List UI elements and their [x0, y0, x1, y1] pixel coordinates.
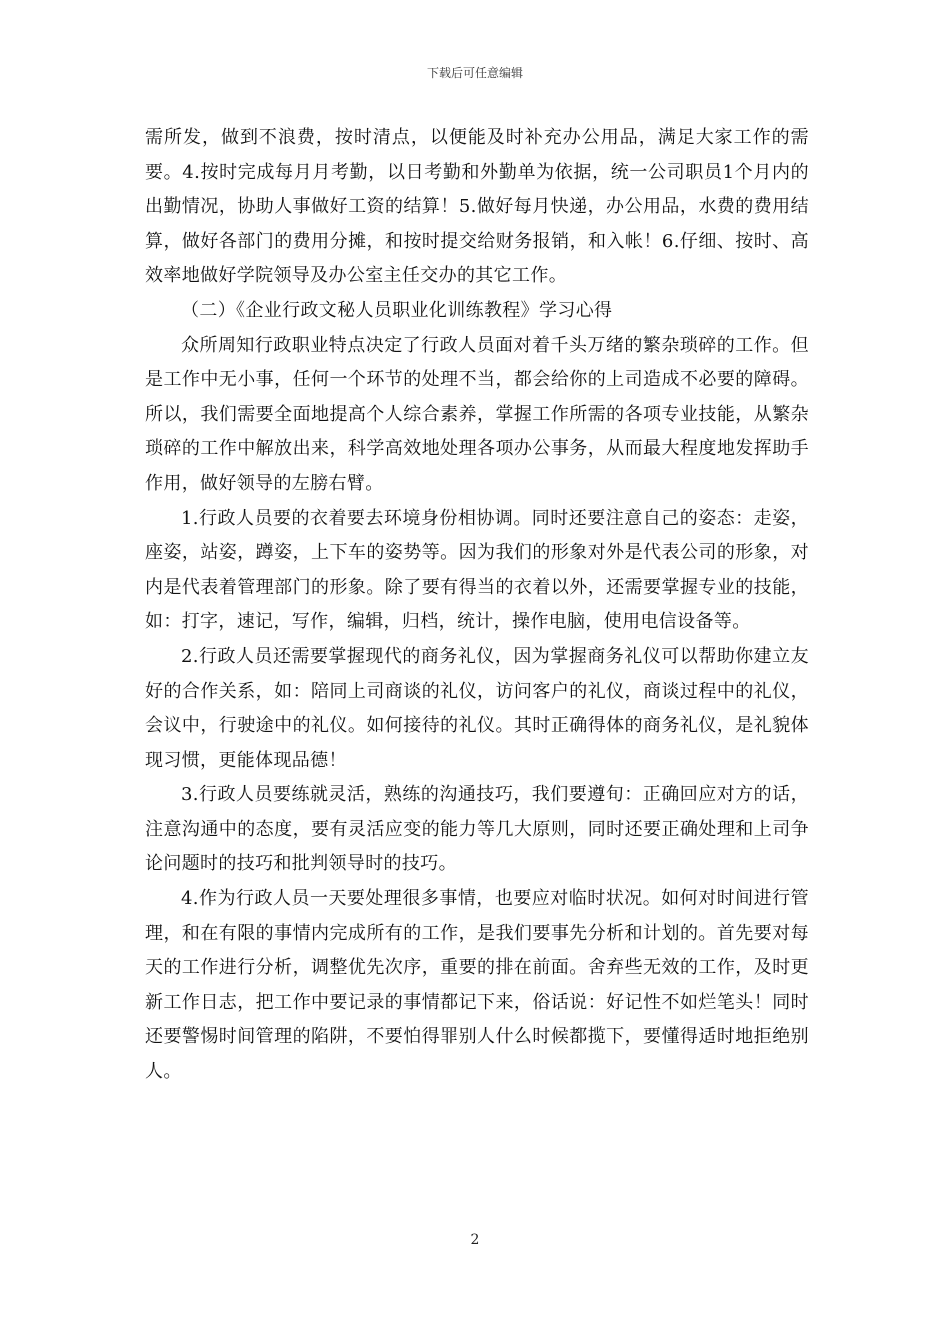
paragraph-point-1: 1.行政人员要的衣着要去环境身份相协调。同时还要注意自己的姿态：走姿，座姿，站姿，蹲姿，上下车的姿势等。因为我们的形象对外是代表公司的形象，对内是代表着管理部门的形象。除了要有得当的衣着以外，还需要掌握专业的技能，如：打字，速记，写作，编辑，归档，统计，操作电脑，使用电信设备等。	[145, 507, 809, 633]
page-header: 下载后可任意编辑	[426, 66, 523, 80]
paragraph-point-4: 4.作为行政人员一天要处理很多事情，也要应对临时状况。如何对时间进行管理，和在有限的事情内完成所有的工作，是我们要事先分析和计划的。首先要对每天的工作进行分析，调整优先次序，重要的排在前面。舍弃些无效的工作，及时更新工作日志，把工作中要记录的事情都记下来，俗话说：好记性不如烂笔头！同时还要警惕时间管理的陷阱，不要怕得罪别人什么时候都揽下，要懂得适时地拒绝别人。	[145, 888, 809, 1083]
paragraph-point-2: 2.行政人员还需要掌握现代的商务礼仪，因为掌握商务礼仪可以帮助你建立友好的合作关系，如：陪同上司商谈的礼仪，访问客户的礼仪，商谈过程中的礼仪，会议中，行驶途中的礼仪。如何接待的礼仪。其时正确得体的商务礼仪，是礼貌体现习惯，更能体现品德！	[145, 645, 809, 771]
page-number: 2	[470, 1232, 480, 1248]
paragraph-intro: 众所周知行政职业特点决定了行政人员面对着千头万绪的繁杂琐碎的工作。但是工作中无小事，任何一个环节的处理不当，都会给你的上司造成不必要的障碍。所以，我们需要全面地提高个人综合素养，掌握工作所需的各项专业技能，从繁杂琐碎的工作中解放出来，科学高效地处理各项办公事务，从而最大程度地发挥助手作用，做好领导的左膀右臂。	[145, 334, 809, 494]
paragraph-point-3: 3.行政人员要练就灵活，熟练的沟通技巧，我们要遵旬：正确回应对方的话，注意沟通中的态度，要有灵活应变的能力等几大原则，同时还要正确处理和上司争论问题时的技巧和批判领导时的技巧。	[145, 784, 809, 875]
paragraph-continuation: 需所发，做到不浪费，按时清点，以便能及时补充办公用品，满足大家工作的需要。4.按时完成每月月考勤，以日考勤和外勤单为依据，统一公司职员1个月内的出勤情况，协助人事做好工资的结算！5.做好每月快递，办公用品，水费的费用结算，做好各部门的费用分摊，和按时提交给财务报销，和入帐！6.仔细、按时、高效率地做好学院领导及办公室主任交办的其它工作。	[145, 127, 809, 287]
section-heading: （二）《企业行政文秘人员职业化训练教程》学习心得	[181, 299, 613, 321]
document-body	[145, 121, 809, 1090]
